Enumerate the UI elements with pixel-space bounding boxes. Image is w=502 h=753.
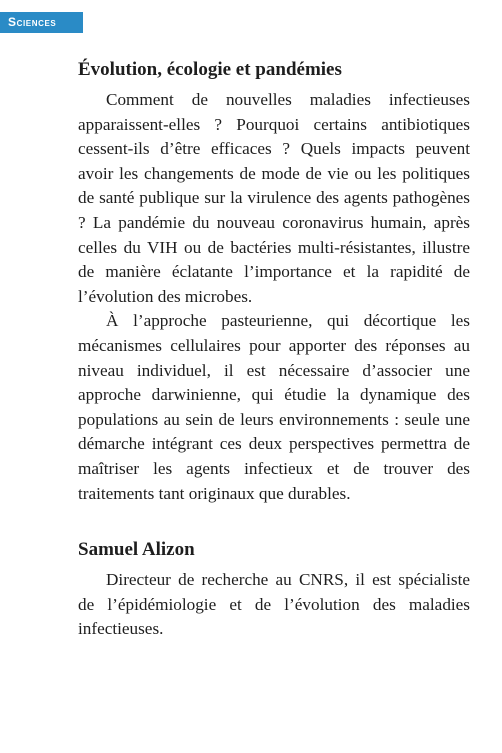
section-tag: Sciences (0, 12, 83, 33)
article-paragraph-1: Comment de nouvelles maladies infectieuses apparaissent-elles ? Pourquoi certains antibiotiques cessent-ils d’être efficaces ? Quels impacts peuvent avoir les changements de mode de vie ou les politiques de santé publique sur la virulence des agents pathogènes ? La pandémie du nouveau coronavirus humain, après celles du VIH ou de bactéries multi-résistantes, illustre de manière éclatante l’importance et la rapidité de l’évolution des microbes. (78, 90, 470, 306)
author-bio: Directeur de recherche au CNRS, il est spécialiste de l’épidémiologie et de l’évolution des maladies infectieuses. (78, 570, 470, 639)
article-paragraph-2: À l’approche pasteurienne, qui décortique les mécanismes cellulaires pour apporter des réponses au niveau individuel, il est nécessaire d’associer une approche darwinienne, qui étudie la dynamique des populations au sein de leurs environnements : seule une démarche intégrant ces deux perspectives permettra de maîtriser les agents infectieux et de trouver des traitements tant originaux que durables. (78, 311, 470, 503)
article-title: Évolution, écologie et pandémies (78, 59, 342, 80)
author-name: Samuel Alizon (78, 539, 195, 561)
back-cover-text (78, 58, 470, 642)
